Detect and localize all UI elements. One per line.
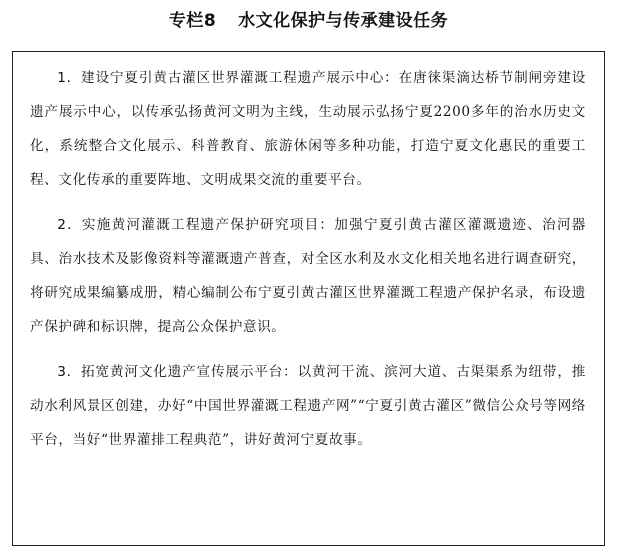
task-item-2 — [30, 208, 586, 344]
column-title: 水文化保护与传承建设任务 — [238, 11, 449, 31]
task-item-3 — [30, 355, 586, 457]
task-item-heading: 1．建设宁夏引黄古灌区世界灌溉工程遗产展示中心： — [57, 70, 399, 86]
task-item-1 — [30, 61, 586, 197]
task-item-heading: 2．实施黄河灌溉工程遗产保护研究项目： — [57, 217, 335, 233]
content-box — [12, 51, 605, 546]
task-item-body: 在唐徕渠滴达桥节制闸旁建设遗产展示中心，以传承弘扬黄河文明为主线，生动展示弘扬宁夏2200多年的治水历史文化，系统整合文化展示、科普教育、旅游休闲等多种功能，打造宁夏文化惠民的重要工程、文化传承的重要阵地、文明成果交流的重要平台。 — [30, 70, 586, 188]
page-title — [0, 8, 617, 34]
task-item-heading: 3．拓宽黄河文化遗产宣传展示平台： — [57, 364, 298, 380]
task-item-body: 加强宁夏引黄古灌区灌溉遗迹、治河器具、治水技术及影像资料等灌溉遗产普查，对全区水利及水文化相关地名进行调查研究，将研究成果编纂成册，精心编制公布宁夏引黄古灌区世界灌溉工程遗产保护名录，布设遗产保护碑和标识牌，提高公众保护意识。 — [30, 217, 586, 335]
task-item-body: 以黄河干流、滨河大道、古渠渠系为纽带，推动水利风景区创建，办好“中国世界灌溉工程遗产网”“宁夏引黄古灌区”微信公众号等网络平台，当好“世界灌排工程典范”，讲好黄河宁夏故事。 — [30, 364, 586, 448]
column-label: 专栏8 — [168, 11, 217, 31]
